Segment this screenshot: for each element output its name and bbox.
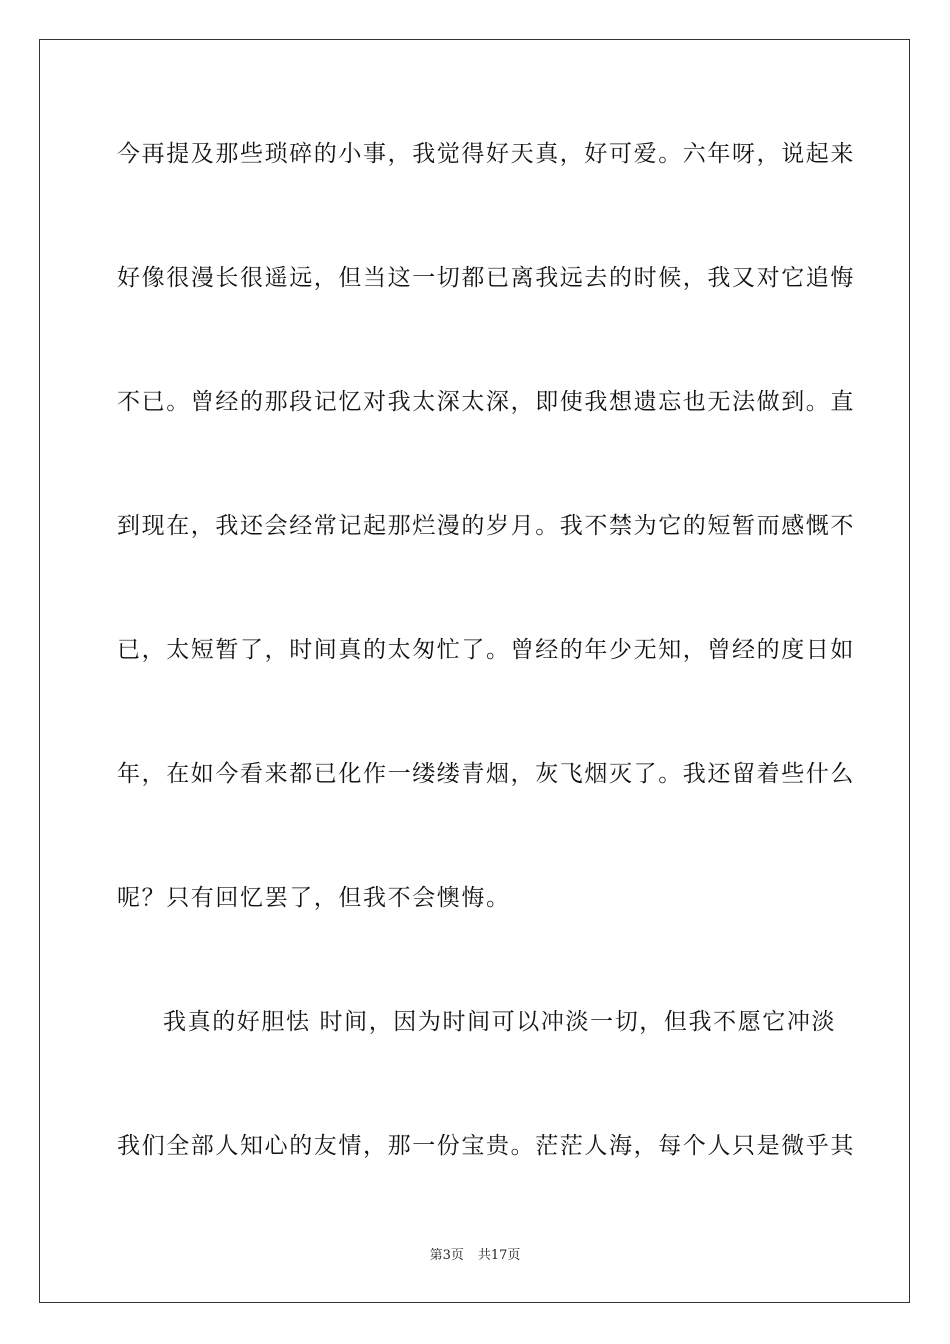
- page-number-current: 第3页: [429, 1248, 464, 1263]
- page-border: [39, 39, 910, 1303]
- text-line: 不已。曾经的那段记忆对我太深太深，即使我想遗忘也无法做到。直: [117, 389, 855, 415]
- page-footer: [0, 1247, 950, 1265]
- text-line: 到现在，我还会经常记起那烂漫的岁月。我不禁为它的短暂而感慨不: [117, 513, 855, 539]
- text-line: 今再提及那些琐碎的小事，我觉得好天真，好可爱。六年呀，说起来: [117, 141, 855, 167]
- text-line: 我们全部人知心的友情，那一份宝贵。茫茫人海，每个人只是微乎其: [117, 1133, 855, 1159]
- text-line: 呢？只有回忆罢了，但我不会懊悔。: [117, 885, 511, 911]
- text-line: 年，在如今看来都已化作一缕缕青烟，灰飞烟灭了。我还留着些什么: [117, 761, 855, 787]
- page-number-total: 共17页: [477, 1248, 521, 1263]
- paragraph-first-line: 我真的好胆怯 时间，因为时间可以冲淡一切，但我不愿它冲淡: [163, 1009, 837, 1035]
- text-line: 好像很漫长很遥远，但当这一切都已离我远去的时候，我又对它追悔: [117, 265, 855, 291]
- text-line: 已，太短暂了，时间真的太匆忙了。曾经的年少无知，曾经的度日如: [117, 637, 855, 663]
